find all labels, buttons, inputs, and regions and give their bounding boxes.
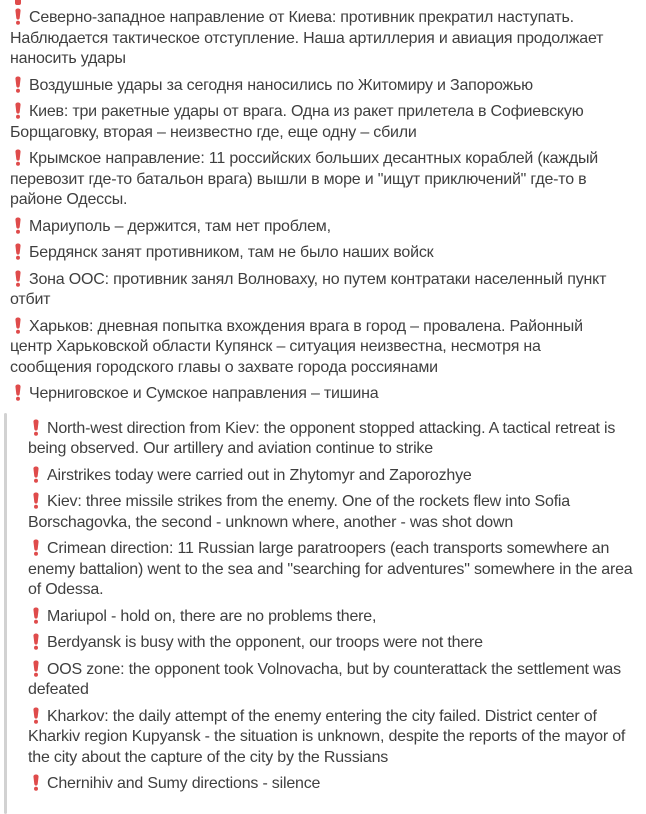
message-text: Chernihiv and Sumy directions - silence xyxy=(47,775,321,792)
exclamation-icon xyxy=(32,660,40,677)
message-ru xyxy=(10,384,624,405)
message-text: Berdyansk is busy with the opponent, our troops were not there xyxy=(47,634,483,651)
message-text: Зона ООС: противник занял Волноваху, но путем контратаки населенный пункт отбит xyxy=(10,270,607,308)
english-quote-block xyxy=(0,411,646,814)
message-ru xyxy=(10,243,624,264)
exclamation-icon xyxy=(32,466,40,483)
message-text: Северно-западное направление от Киева: противник прекратил наступать. Наблюдается тактическое отступление. Наша артиллерия и авиация продолжает наносить удары xyxy=(10,9,604,67)
cropped-exclamation-dot-icon xyxy=(15,0,21,5)
exclamation-icon xyxy=(32,607,40,624)
message-text: Airstrikes today were carried out in Zhytomyr and Zaporozhye xyxy=(47,466,472,484)
message-en xyxy=(28,539,634,601)
message-text: OOS zone: the opponent took Volnovacha, but by counterattack the settlement was defeated xyxy=(28,660,621,698)
exclamation-icon xyxy=(14,102,22,119)
message-ru xyxy=(10,217,624,238)
exclamation-icon xyxy=(14,149,22,166)
exclamation-icon xyxy=(32,707,40,724)
exclamation-icon xyxy=(32,419,40,436)
exclamation-icon xyxy=(14,384,22,401)
message-en xyxy=(28,492,634,533)
message-text: Mariupol - hold on, there are no problems there, xyxy=(47,607,377,625)
exclamation-icon xyxy=(14,270,22,287)
message-en xyxy=(28,607,634,628)
message-text: Крымское направление: 11 российских больших десантных кораблей (каждый перевозит где-то батальон врага) вышли в море и "ищут приключений" где-то в районе Одессы. xyxy=(10,150,599,208)
message-text: Воздушные удары за сегодня наносились по Житомиру и Запорожью xyxy=(29,76,533,94)
message-text: Харьков: дневная попытка вхождения врага в город – провалена. Районный центр Харьковской области Купянск – ситуация неизвестна, несмотря на сообщения городского главы о захвате города россиянами xyxy=(10,317,583,376)
message-text: Мариуполь – держится, там нет проблем, xyxy=(29,217,331,235)
exclamation-icon xyxy=(32,492,40,509)
exclamation-icon xyxy=(14,217,22,234)
message-en xyxy=(28,633,634,654)
message-text: Kharkov: the daily attempt of the enemy entering the city failed. District center of Kharkiv region Kupyansk - the situation is unknown, despite the reports of the mayor of the city about the capture of the city by the Russians xyxy=(28,707,626,766)
message-ru xyxy=(10,270,624,311)
message-ru xyxy=(10,8,624,70)
message-text: Crimean direction: 11 Russian large paratroopers (each transports somewhere an enemy battalion) went to the sea and "searching for adventures" somewhere in the area of Odessa. xyxy=(28,540,633,598)
exclamation-icon xyxy=(14,243,22,260)
exclamation-icon xyxy=(14,8,22,25)
message-text: Киев: три ракетные удары от врага. Одна из ракет прилетела в Софиевскую Борщаговку, вторая – неизвестно где, еще одну – сбили xyxy=(10,103,584,141)
message-en xyxy=(28,774,634,795)
message-en xyxy=(28,660,634,701)
message-text: Бердянск занят противником, там не было наших войск xyxy=(29,244,434,261)
exclamation-icon xyxy=(14,317,22,334)
message-text: North-west direction from Kiev: the opponent stopped attacking. A tactical retreat is being observed. Our artillery and aviation continue to strike xyxy=(28,419,616,457)
message-ru xyxy=(10,149,624,211)
message-ru xyxy=(10,317,624,379)
message-text: Kiev: three missile strikes from the enemy. One of the rockets flew into Sofia Borschagovka, the second - unknown where, another - was shot down xyxy=(28,493,570,531)
exclamation-icon xyxy=(32,539,40,556)
message-en xyxy=(28,707,634,769)
quote-bar xyxy=(4,413,7,814)
message-en xyxy=(28,419,634,460)
message-ru xyxy=(10,76,624,97)
message-text: Черниговское и Сумское направления – тишина xyxy=(29,385,379,402)
exclamation-icon xyxy=(32,774,40,791)
message-ru xyxy=(10,102,624,143)
exclamation-icon xyxy=(14,76,22,93)
message-en xyxy=(28,466,634,487)
exclamation-icon xyxy=(32,633,40,650)
